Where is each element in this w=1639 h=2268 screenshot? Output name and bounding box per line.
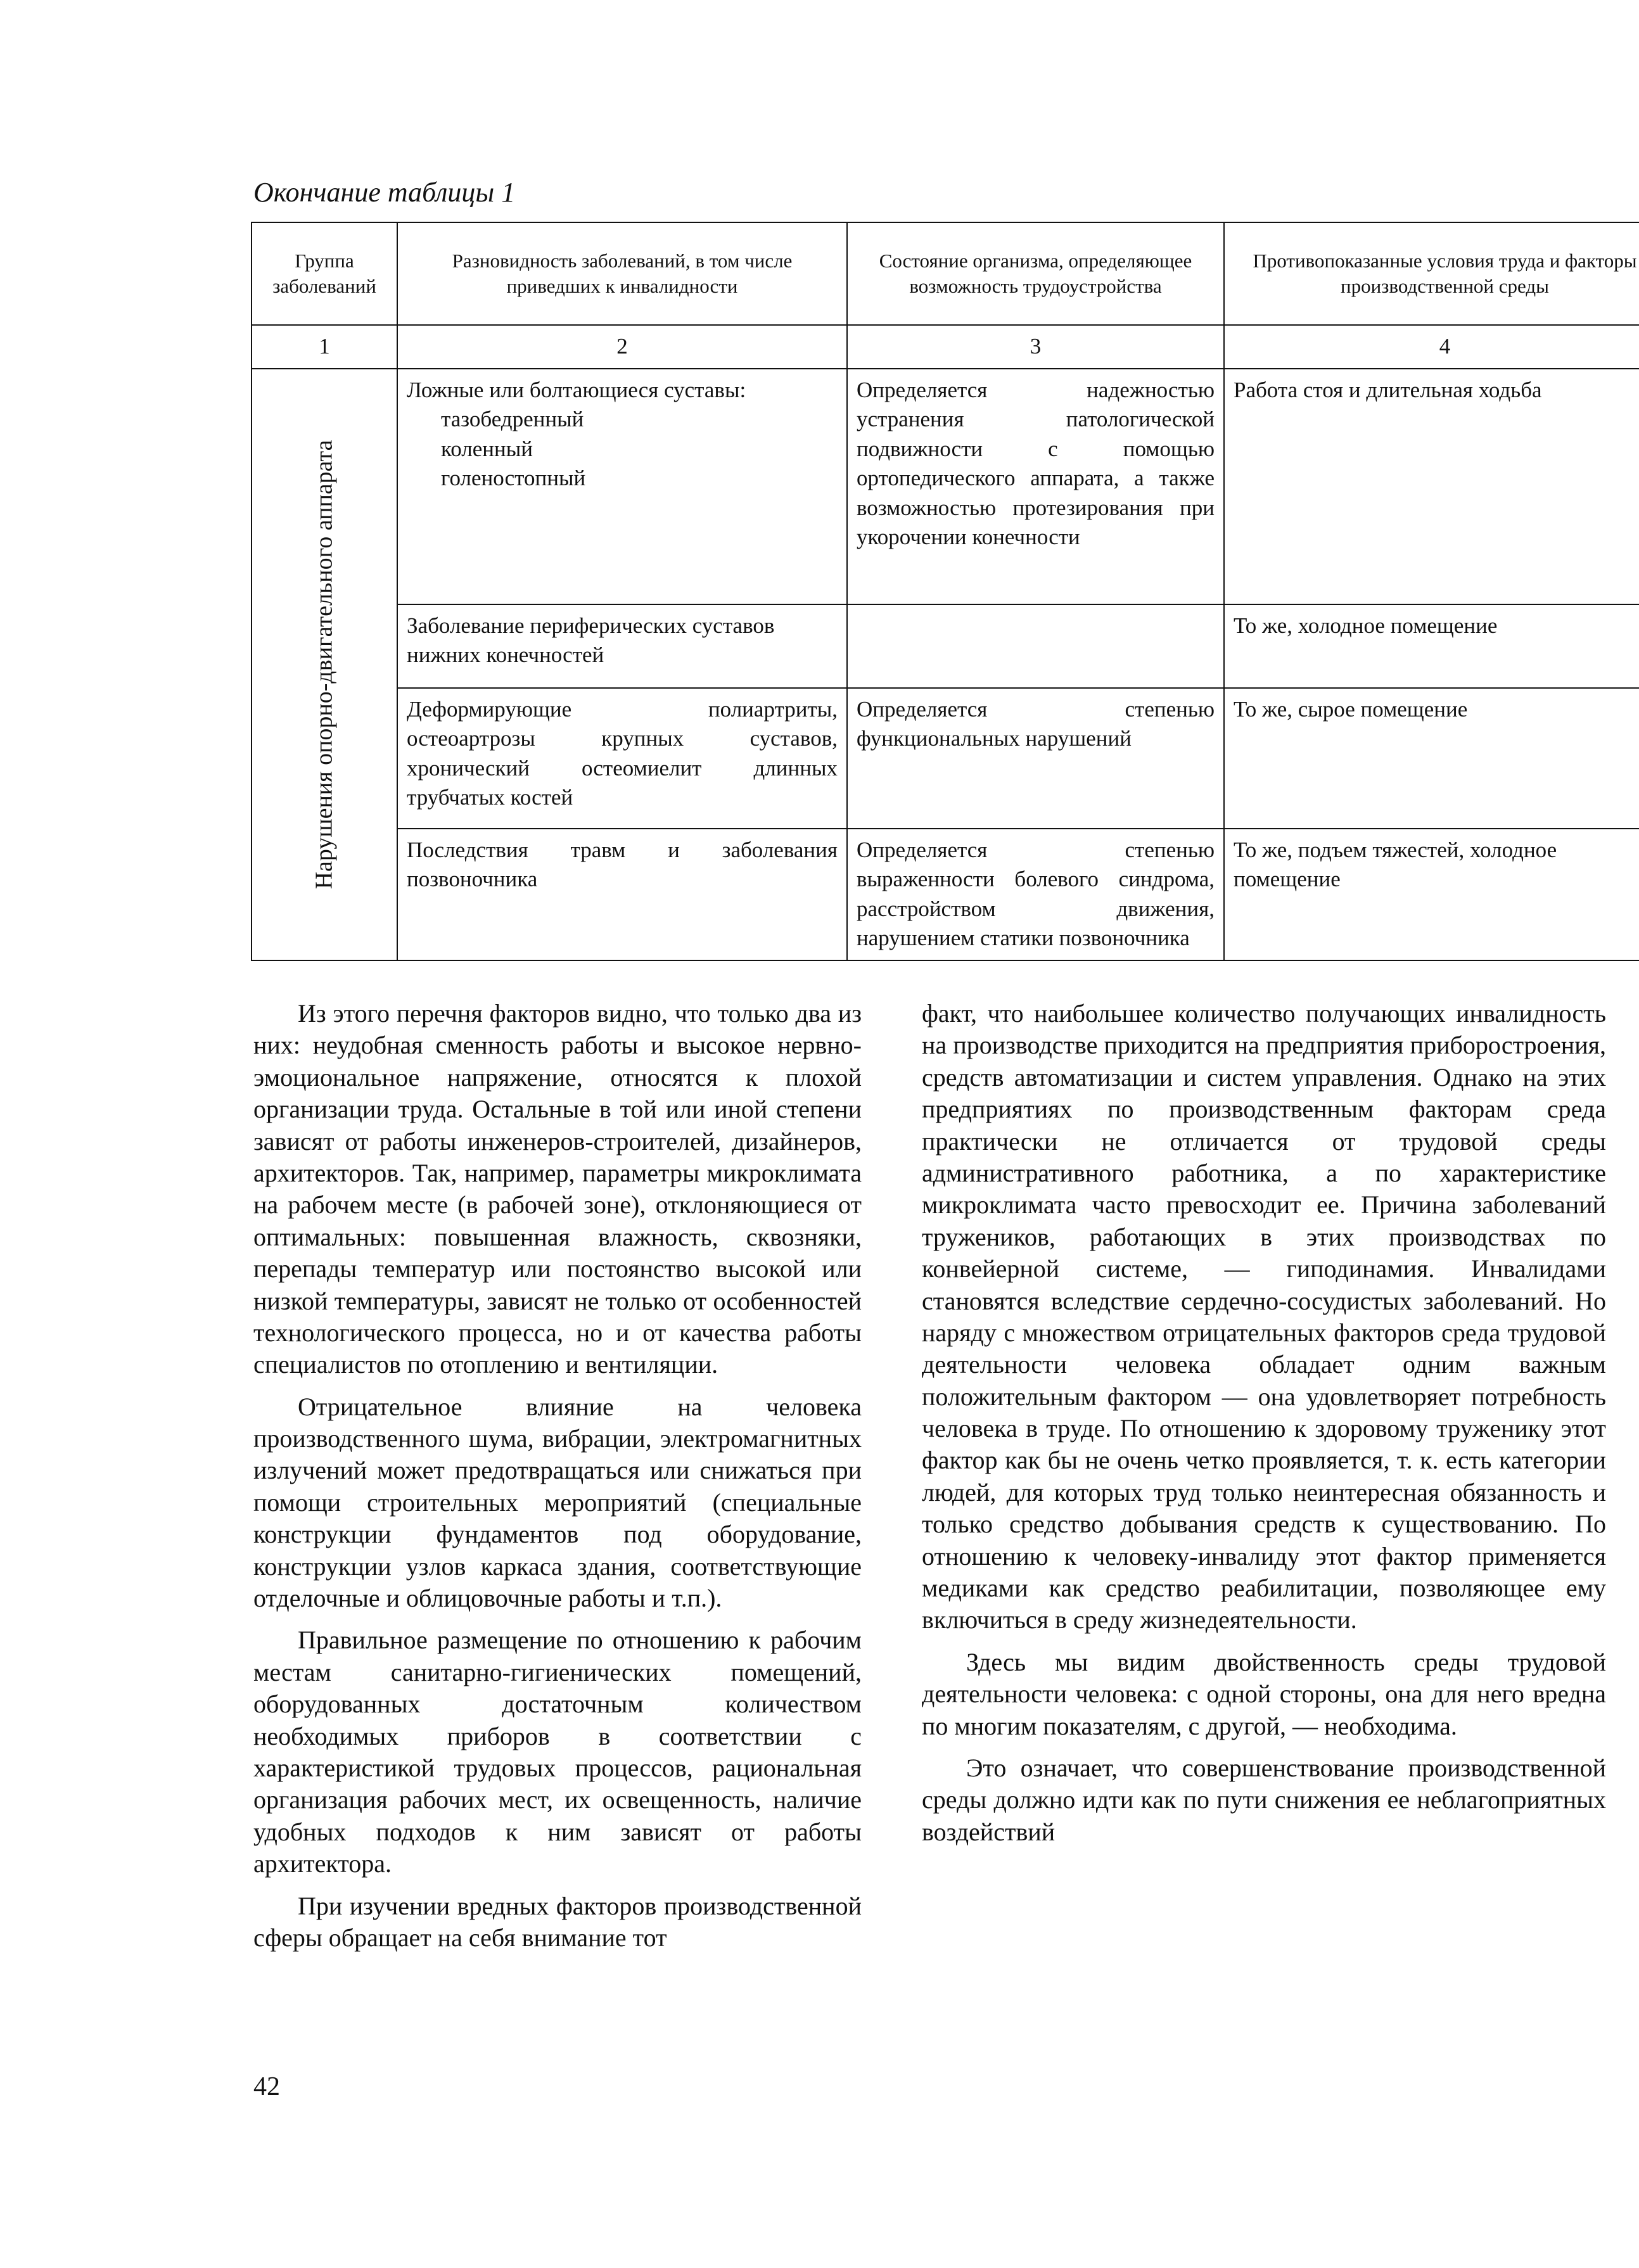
column-number-row <box>252 325 1639 369</box>
contraindication-cell: То же, подъем тяжестей, холодное помещение <box>1224 829 1639 960</box>
page-number: 42 <box>253 2072 280 2101</box>
paragraph: Из этого перечня факторов видно, что только два из них: неудобная сменность работы и высокое нервно-эмоциональное напряжение, относятся к плохой организации труда. Остальные в той или иной степени зависят от работы инженеров-строителей, дизайнеров, архитекторов. Так, например, параметры микроклимата на рабочем месте (в рабочей зоне), отклоняющиеся от оптимальных: повышенная влажность, сквозняки, перепады температур или постоянство высокой или низкой температуры, зависят не только от особенностей технологического процесса, но и от качества работы специалистов по отоплению и вентиляции. <box>253 999 862 1379</box>
left-column <box>253 998 862 1964</box>
condition-cell: Определяется степенью функциональных нарушений <box>847 688 1224 829</box>
disease-title: Ложные или болтающиеся суставы: <box>407 377 746 402</box>
table-caption: Окончание таблицы 1 <box>253 177 516 208</box>
condition-cell: Определяется степенью выраженности болевого синдрома, расстройством движения, нарушением статики позвоночника <box>847 829 1224 960</box>
contraindication-cell: Работа стоя и длительная ходьба <box>1224 369 1639 604</box>
contraindication-cell: То же, холодное помещение <box>1224 604 1639 688</box>
right-column <box>922 998 1606 1858</box>
condition-cell: Определяется надежностью устранения патологической подвижности с помощью ортопедического аппарата, а также возможностью протезирования при укорочении конечности <box>847 369 1224 604</box>
disease-item: голеностопный <box>441 466 586 491</box>
header-disease-type: Разновидность заболеваний, в том числе приведших к инвалидности <box>397 222 847 325</box>
column-number: 2 <box>397 325 847 369</box>
paragraph: Правильное размещение по отношению к рабочим местам санитарно-гигиенических помещений, оборудованных достаточным количеством необходимых приборов в соответствии с характеристикой трудовых процессов, рациональная организация рабочих мест, их освещенность, наличие удобных подходов к ним зависят от работы архитектора. <box>253 1626 862 1878</box>
disease-cell: Последствия травм и заболевания позвоночника <box>397 829 847 960</box>
header-body-condition: Состояние организма, определяющее возможность трудоустройства <box>847 222 1224 325</box>
group-label: Нарушения опорно-двигательного аппарата <box>310 440 338 889</box>
table-row <box>252 369 1639 604</box>
column-number: 3 <box>847 325 1224 369</box>
header-contraindications: Противопоказанные условия труда и факторы производственной среды <box>1224 222 1639 325</box>
contraindication-cell: То же, сырое помещение <box>1224 688 1639 829</box>
disease-cell <box>397 369 847 604</box>
disease-item: коленный <box>441 436 533 461</box>
paragraph: факт, что наибольшее количество получающих инвалидность на производстве приходится на предприятия приборостроения, средств автоматизации и систем управления. Однако на этих предприятиях по производственным факторам среда практически не отличается от трудовой среды административного работника, а по характеристике микроклимата часто превосходит ее. Причина заболеваний тружеников, работающих в этих производствах по конвейерной системе, — гиподинамия. Инвалидами становятся вследствие сердечно-сосудистых заболеваний. Но наряду с множеством отрицательных факторов среда трудовой деятельности человека обладает одним важным положительным фактором — она удовлетворяет потребность человека в труде. По отношению к здоровому труженику этот фактор как бы не очень четко проявляется, т. к. есть категории людей, для которых труд только неинтересная обязанность и только средство добывания средств к существованию. По отношению к человеку-инвалиду этот фактор применяется медиками как средство реабилитации, позволяющее ему включиться в среду жизнедеятельности. <box>922 999 1606 1634</box>
disease-item: тазобедренный <box>441 407 584 432</box>
disease-cell: Заболевание периферических суставов нижних конечностей <box>397 604 847 688</box>
table-row <box>252 829 1639 960</box>
paragraph: Здесь мы видим двойственность среды трудовой деятельности человека: с одной стороны, она для него вредна по многим показателям, с другой, — необходима. <box>922 1647 1606 1740</box>
disease-cell: Деформирующие полиартриты, остеоартрозы крупных суставов, хронический остеомиелит длинных трубчатых костей <box>397 688 847 829</box>
column-number: 1 <box>252 325 397 369</box>
table-row <box>252 604 1639 688</box>
column-number: 4 <box>1224 325 1639 369</box>
paragraph: Это означает, что совершенствование производственной среды должно идти как по пути снижения ее неблагоприятных воздействий <box>922 1753 1606 1846</box>
table-row <box>252 688 1639 829</box>
paragraph: Отрицательное влияние на человека производственного шума, вибрации, электромагнитных излучений может предотвращаться или снижаться при помощи строительных мероприятий (специальные конструкции фундаментов под оборудование, конструкции узлов каркаса здания, соответствующие отделочные и облицовочные работы и т.п.). <box>253 1392 862 1613</box>
group-cell <box>252 369 397 960</box>
header-group: Группа заболеваний <box>252 222 397 325</box>
condition-cell <box>847 604 1224 688</box>
table-header-row <box>252 222 1639 325</box>
paragraph: При изучении вредных факторов производственной сферы обращает на себя внимание тот <box>253 1891 862 1952</box>
disease-table <box>251 222 1639 961</box>
